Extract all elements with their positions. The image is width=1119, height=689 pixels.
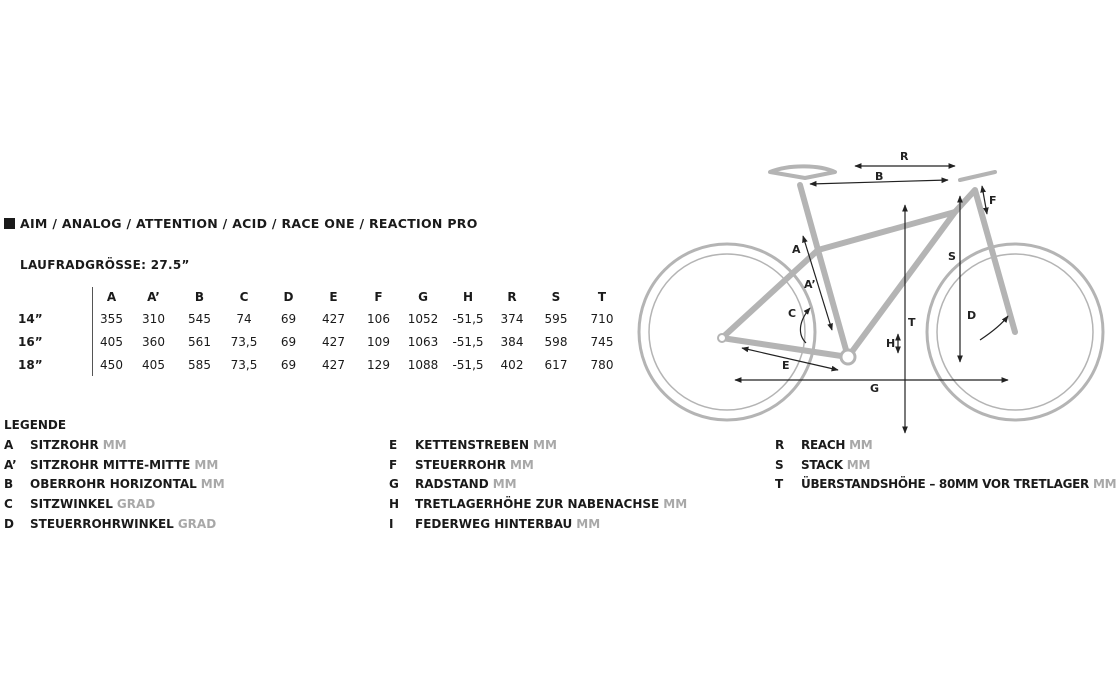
column-header: A’ — [147, 290, 160, 304]
table-cell: 1088 — [407, 357, 439, 372]
column-header: C — [239, 290, 249, 304]
legend-item: A SITZROHR MM — [4, 438, 127, 452]
table-row — [14, 353, 625, 376]
label-a-prime: A’ — [804, 278, 816, 291]
legend-item: D STEUERROHRWINKEL GRAD — [4, 516, 217, 531]
legend-item: B OBERROHR HORIZONTAL MM — [4, 477, 225, 492]
model-title — [4, 216, 478, 231]
column-header: G — [418, 290, 428, 304]
column-header: B — [194, 290, 205, 304]
legend-column-1 — [4, 438, 225, 536]
table-cell: 1052 — [407, 311, 439, 326]
bottom-bracket — [841, 350, 855, 364]
table-cell: 109 — [367, 334, 390, 349]
label-g: G — [870, 382, 880, 395]
table-cell: 129 — [367, 357, 390, 372]
table-cell: 427 — [322, 311, 345, 326]
column-header: A — [106, 290, 117, 304]
geometry-table — [14, 287, 625, 376]
label-c: C — [788, 307, 797, 320]
table-cell: 73,5 — [230, 357, 258, 372]
column-header: F — [374, 290, 383, 304]
legend-item: I FEDERWEG HINTERBAU MM — [389, 516, 601, 531]
label-h: H — [886, 337, 896, 350]
row-size: 18” — [14, 353, 93, 376]
table-cell: 561 — [188, 334, 211, 349]
table-cell: 355 — [100, 311, 123, 326]
table-row — [14, 307, 625, 330]
table-cell: 405 — [100, 334, 123, 349]
table-header-row — [14, 287, 625, 307]
table-cell: -51,5 — [452, 357, 484, 372]
table-cell: 450 — [100, 357, 123, 372]
label-s: S — [948, 250, 956, 263]
legend-item: R REACH MM — [775, 438, 873, 452]
table-cell: 427 — [322, 357, 345, 372]
legend-column-2 — [389, 438, 687, 536]
table-cell: 310 — [142, 311, 165, 326]
table-cell: 595 — [544, 311, 568, 326]
table-cell: 69 — [280, 334, 297, 349]
table-cell: -51,5 — [452, 334, 484, 349]
table-cell: 598 — [544, 334, 568, 349]
table-cell: 360 — [142, 334, 165, 349]
table-cell: 617 — [544, 357, 568, 372]
label-f: F — [989, 194, 997, 207]
label-r: R — [900, 150, 909, 163]
table-cell: 1063 — [407, 334, 439, 349]
title-square-icon — [4, 218, 15, 229]
legend-item: F STEUERROHR MM — [389, 457, 534, 472]
bike-frame — [722, 166, 1015, 357]
legend-item: H TRETLAGERHÖHE ZUR NABENACHSE MM — [389, 497, 688, 512]
column-header: D — [283, 290, 294, 304]
label-e: E — [782, 359, 790, 372]
table-cell: 74 — [236, 311, 252, 326]
legend-heading: LEGENDE — [4, 418, 67, 432]
label-d: D — [967, 309, 977, 322]
column-header: S — [551, 290, 561, 304]
table-cell: 374 — [500, 311, 524, 326]
table-cell: 710 — [590, 311, 614, 326]
legend-item: S STACK MM — [775, 457, 871, 472]
table-cell: 69 — [280, 311, 297, 326]
table-cell: -51,5 — [452, 311, 484, 326]
wheel-size: LAUFRADGRÖSSE: 27.5” — [20, 258, 190, 272]
table-cell: 402 — [500, 357, 524, 372]
model-title-text: AIM / ANALOG / ATTENTION / ACID / RACE ONE / REACTION PRO — [20, 216, 478, 231]
legend-item: T ÜBERSTANDSHÖHE – 80MM VOR TRETLAGER MM — [775, 477, 1117, 492]
table-row — [14, 330, 625, 353]
table-corner — [14, 287, 93, 307]
table-cell: 745 — [590, 334, 614, 349]
table-cell: 73,5 — [230, 334, 258, 349]
column-header: H — [462, 290, 474, 304]
column-header: R — [507, 290, 517, 304]
legend-item: C SITZWINKEL GRAD — [4, 497, 156, 512]
column-header: T — [597, 290, 607, 304]
legend-item: G RADSTAND MM — [389, 477, 517, 492]
table-cell: 384 — [500, 334, 524, 349]
bike-geometry-diagram — [630, 150, 1119, 450]
rear-hub — [718, 334, 726, 342]
legend-item: A’ SITZROHR MITTE-MITTE MM — [4, 457, 219, 472]
label-b: B — [875, 170, 884, 183]
legend-item: E KETTENSTREBEN MM — [389, 438, 557, 452]
table-cell: 427 — [322, 334, 345, 349]
label-t: T — [908, 316, 916, 329]
table-cell: 585 — [188, 357, 211, 372]
table-cell: 69 — [280, 357, 297, 372]
row-size: 16” — [14, 330, 93, 353]
table-cell: 405 — [142, 357, 165, 372]
label-a: A — [792, 243, 801, 256]
row-size: 14” — [14, 307, 93, 330]
table-cell: 545 — [188, 311, 211, 326]
column-header: E — [329, 290, 338, 304]
table-cell: 780 — [590, 357, 614, 372]
table-cell: 106 — [367, 311, 390, 326]
